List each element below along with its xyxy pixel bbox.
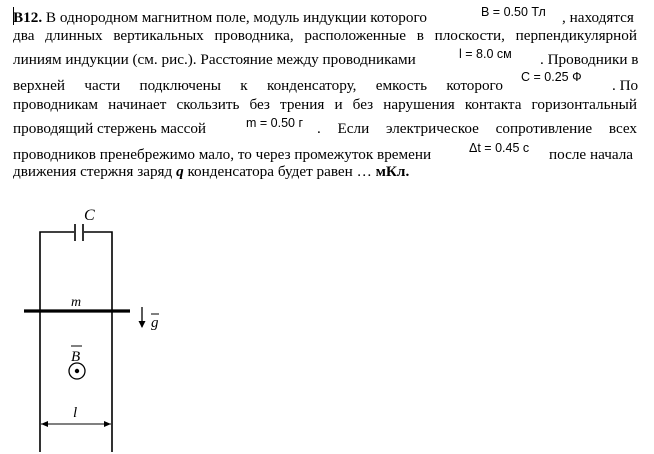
field-dot <box>75 369 79 373</box>
answer-unit: мКл. <box>375 163 410 180</box>
problem-line-4-end: . По <box>612 77 639 94</box>
problem-line-4: верхней части подключены к конденсатору, емкость которого <box>13 77 503 94</box>
problem-line-7: проводников пренебрежимо мало, то через промежуток времени <box>13 146 432 163</box>
problem-line-3-end: . Проводники в <box>540 51 639 68</box>
formula-m: m = 0.50 г <box>246 116 304 130</box>
right-wire <box>84 232 112 452</box>
charge-q: q <box>176 163 184 180</box>
problem-line-7-end: после начала <box>549 146 634 163</box>
formula-dt: Δt = 0.45 с <box>469 141 530 155</box>
problem-line-2: два длинных вертикальных проводника, расположенные в плоскости, перпендикулярной <box>13 27 637 44</box>
formula-b: B = 0.50 Тл <box>481 5 546 19</box>
problem-line-5: проводникам начинает скользить без трения и без нарушения контакта горизонтальный <box>13 96 637 113</box>
capacitor-label: C <box>84 207 95 224</box>
problem-line-6-end: . Если электрическое сопротивление всех <box>317 120 637 137</box>
distance-label: l <box>73 405 78 421</box>
problem-line-6: проводящий стержень массой <box>13 120 207 137</box>
gravity-arrow-head <box>139 321 146 328</box>
problem-number: B12. <box>13 9 43 26</box>
distance-arrow-left <box>41 421 48 427</box>
problem-text-1-end: , находятся <box>562 9 634 26</box>
rod-mass-label: m <box>71 295 82 310</box>
formula-c: C = 0.25 Ф <box>521 70 582 84</box>
problem-text-1: В однородном магнитном поле, модуль индукции которого <box>45 9 427 26</box>
left-wire <box>40 232 74 452</box>
problem-text-8a: движения стержня заряд <box>13 163 173 180</box>
problem-text-8b: конденсатора будет равен … <box>187 163 372 180</box>
distance-arrow-right <box>104 421 111 427</box>
gravity-label: g <box>151 315 159 331</box>
field-label: B <box>71 349 81 365</box>
formula-l: l = 8.0 см <box>459 47 512 61</box>
problem-line-3: линиям индукции (см. рис.). Расстояние между проводниками <box>13 51 416 68</box>
